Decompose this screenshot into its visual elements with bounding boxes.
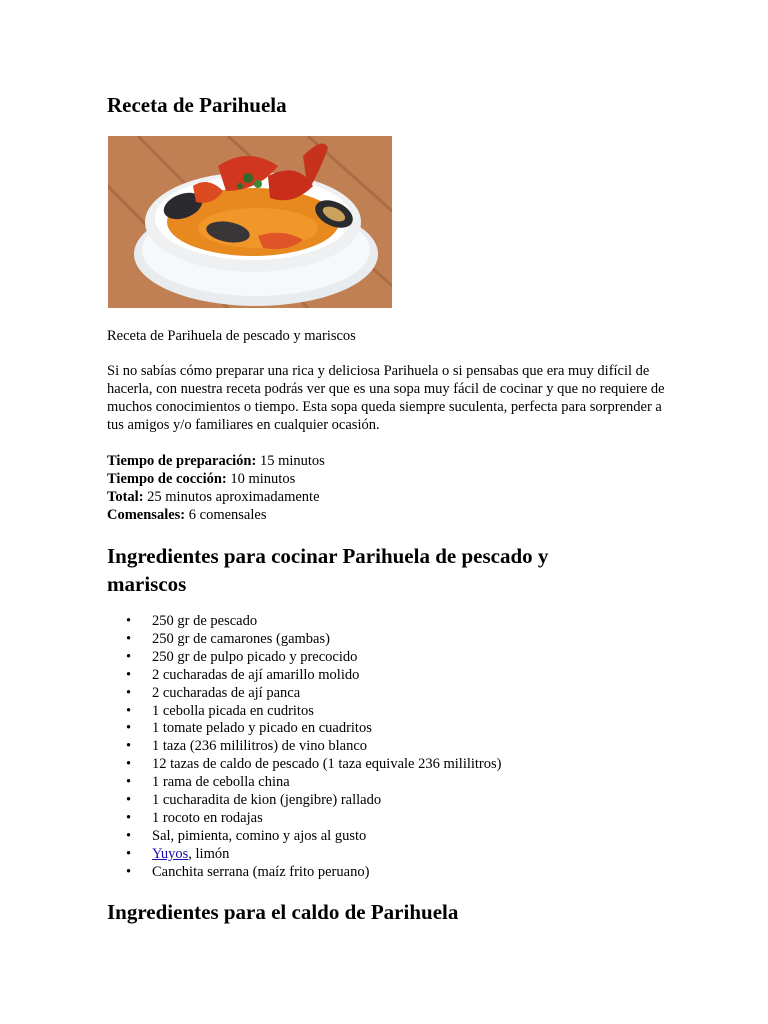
ingredients-list: [107, 613, 501, 882]
list-item: • 1 cucharadita de kion (jengibre) rallado: [107, 792, 501, 810]
servings-label: Comensales:: [107, 507, 186, 523]
prep-time-label: Tiempo de preparación:: [107, 453, 257, 469]
list-item: • Canchita serrana (maíz frito peruano): [107, 864, 501, 882]
list-item: • 1 taza (236 mililitros) de vino blanco: [107, 738, 501, 756]
cook-time-value: 10 minutos: [226, 471, 296, 487]
list-item: • 12 tazas de caldo de pescado (1 taza equivale 236 mililitros): [107, 756, 501, 774]
list-item: • 250 gr de camarones (gambas): [107, 631, 501, 649]
list-item: • 1 rama de cebolla china: [107, 774, 501, 792]
list-item: • 2 cucharadas de ají amarillo molido: [107, 667, 501, 685]
page-title: Receta de Parihuela: [107, 93, 287, 117]
broth-heading: Ingredientes para el caldo de Parihuela: [107, 900, 459, 924]
servings-value: 6 comensales: [185, 507, 267, 523]
list-item: • 1 rocoto en rodajas: [107, 810, 501, 828]
list-item: • 1 cebolla picada en cudritos: [107, 703, 501, 721]
servings-row: [107, 506, 325, 524]
total-time-row: [107, 488, 325, 506]
cook-time-label: Tiempo de cocción:: [107, 471, 227, 487]
total-time-label: Total:: [107, 489, 144, 505]
list-item: • Sal, pimienta, comino y ajos al gusto: [107, 828, 501, 846]
list-item: • 250 gr de pescado: [107, 613, 501, 631]
recipe-facts: [107, 452, 325, 524]
list-item: • 1 tomate pelado y picado en cuadritos: [107, 720, 501, 738]
list-item-yuyos: [107, 846, 501, 864]
ingredients-heading: Ingredientes para cocinar Parihuela de pescado y mariscos: [107, 544, 549, 596]
prep-time-value: 15 minutos: [256, 453, 325, 469]
list-item: • 250 gr de pulpo picado y precocido: [107, 649, 501, 667]
prep-time-row: [107, 452, 325, 470]
photo-caption: Receta de Parihuela de pescado y mariscos: [107, 328, 356, 344]
list-item: • 2 cucharadas de ají panca: [107, 685, 501, 703]
total-time-value: 25 minutos aproximadamente: [143, 489, 320, 505]
parihuela-photo: [108, 136, 392, 308]
yuyos-link[interactable]: Yuyos: [152, 845, 189, 862]
yuyos-rest-text: , limón: [188, 845, 230, 862]
cook-time-row: [107, 470, 325, 488]
intro-paragraph: Si no sabías cómo preparar una rica y deliciosa Parihuela o si pensabas que era muy difícil de hacerla, con nuestra receta podrás ver que es una sopa muy fácil de cocinar y que no requiere de muchos conocimientos o tiempo. Esta sopa queda siempre suculenta, perfecta para sorprender a tus amigos y/o familiares en cualquier ocasión.: [107, 363, 665, 433]
